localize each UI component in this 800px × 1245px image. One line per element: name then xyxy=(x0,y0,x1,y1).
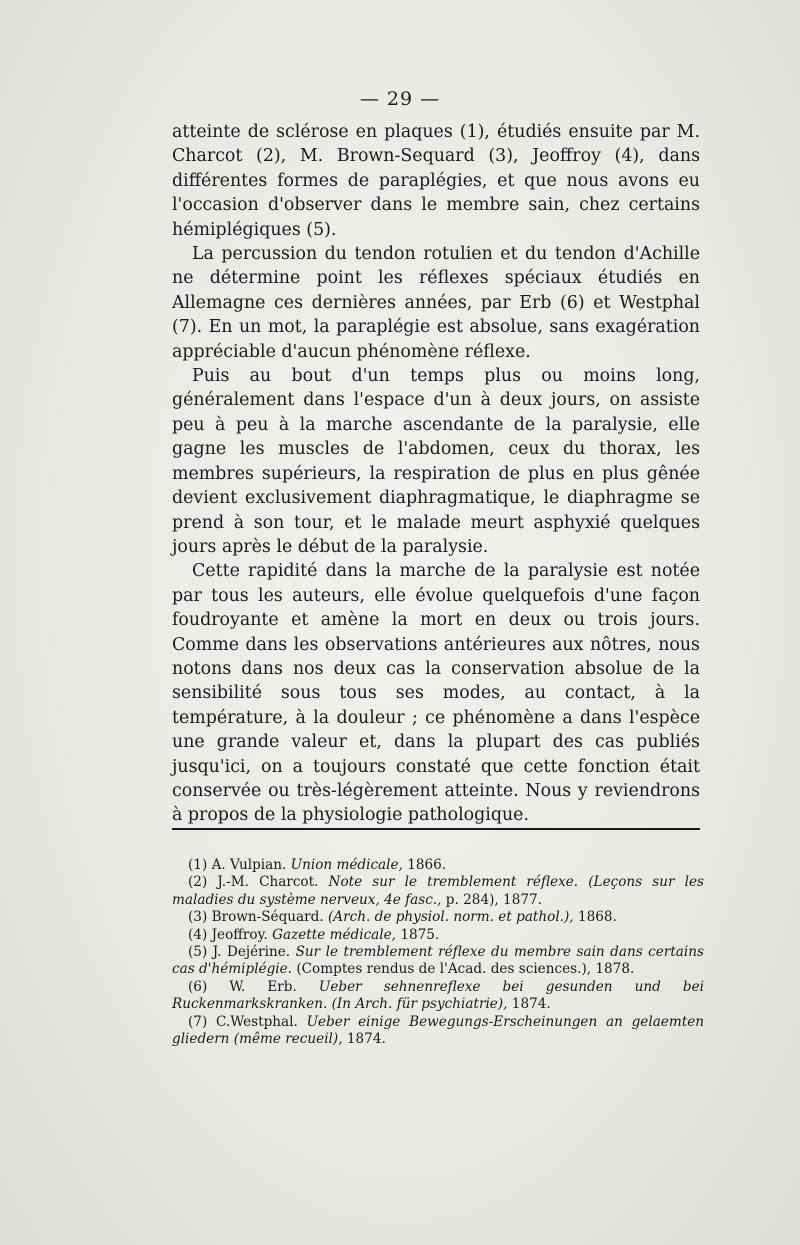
main-text xyxy=(172,120,700,828)
footnote-title: Ueber sehnenreflexe bei gesunden und bei Ruckenmarkskranken. (In Arch. für psychiatrie), xyxy=(172,978,704,1013)
footnote xyxy=(172,927,704,944)
footnote xyxy=(172,857,704,874)
footnote xyxy=(172,979,704,1014)
footnote-title: Sur le tremblement réflexe du membre sain dans certains cas d'hémiplégie. xyxy=(172,944,704,978)
footnote-text: 1866. xyxy=(402,857,447,873)
paragraph: La percussion du tendon rotulien et du tendon d'Achille ne détermine point les réflexes spéciaux étudiés en Allemagne ces dernières années, par Erb (6) et Westphal (7). En un mot, la paraplégie est absolue, sans exagération appréciable d'aucun phénomène réflexe. xyxy=(172,244,700,362)
footnote-text: (2) J.-M. Charcot. xyxy=(188,874,329,891)
footnote xyxy=(172,909,704,926)
footnote xyxy=(172,944,704,979)
paragraph: Puis au bout d'un temps plus ou moins long, généralement dans l'espace d'un à deux jours, on assiste peu à peu à la marche ascendante de la paralysie, elle gagne les muscles de l'abdomen, ceux du thorax, les membres supérieurs, la respiration de plus en plus gênée devient exclusivement diaphragmatique, le diaphragme se prend à son tour, et le malade meurt asphyxié quelques jours après le début de la paralysie. xyxy=(172,366,700,557)
footnote-text: (Comptes rendus de l'Acad. des sciences.), 1878. xyxy=(292,961,635,978)
footnotes xyxy=(172,857,704,1048)
footnote-text: 1874. xyxy=(507,996,551,1013)
footnote-title: Ueber einige Bewegungs-Erscheinungen an gelaemten gliedern (même recueil), xyxy=(172,1013,704,1048)
footnote-text: (5) J. Dejérine. xyxy=(188,944,296,961)
footnote-text: p. 284), 1877. xyxy=(441,891,542,908)
footnote-title: Union médicale, xyxy=(290,857,403,873)
footnote-text: (3) Brown-Séquard. xyxy=(188,909,328,926)
footnote-title: Note sur le tremblement réflexe. (Leçons sur les maladies du système nerveux, 4e fasc., xyxy=(172,874,704,908)
page-number: — 29 — xyxy=(359,88,441,110)
footnote-title: Gazette médicale, xyxy=(272,926,397,943)
footnote-title: (Arch. de physiol. norm. et pathol.), xyxy=(328,909,574,926)
footnote-text: 1875. xyxy=(396,926,440,943)
paragraph: Cette rapidité dans la marche de la paralysie est notée par tous les auteurs, elle évolue quelquefois d'une façon foudroyante et amène la mort en deux ou trois jours. Comme dans les observations antérieures aux nôtres, nous notons dans nos deux cas la conservation absolue de la sensibilité sous tous ses modes, au contact, à la température, à la douleur ; ce phénomène a dans l'espèce une grande valeur et, dans la plupart des cas publiés jusqu'ici, on a toujours constaté que cette fonction était conservée ou très-légèrement atteinte. Nous y reviendrons à propos de la physiologie pathologique. xyxy=(172,561,700,826)
footnote-text: (4) Jeoffroy. xyxy=(188,926,273,943)
footnote-separator-rule xyxy=(172,828,700,830)
footnote-text: 1868. xyxy=(573,909,617,926)
footnote xyxy=(172,1014,704,1049)
footnote-text: (1) A. Vulpian. xyxy=(188,857,291,873)
paragraph: atteinte de sclérose en plaques (1), étudiés ensuite par M. Charcot (2), M. Brown-Sequard (3), Jeoffroy (4), dans différentes formes de paraplégies, et que nous avons eu l'occasion d'observer dans le membre sain, chez certains hémiplégiques (5). xyxy=(172,122,700,240)
footnote-text: (7) C.Westphal. xyxy=(188,1013,307,1030)
footnote xyxy=(172,874,704,909)
footnote-text: (6) W. Erb. xyxy=(188,978,319,995)
footnote-text: 1874. xyxy=(342,1031,386,1048)
